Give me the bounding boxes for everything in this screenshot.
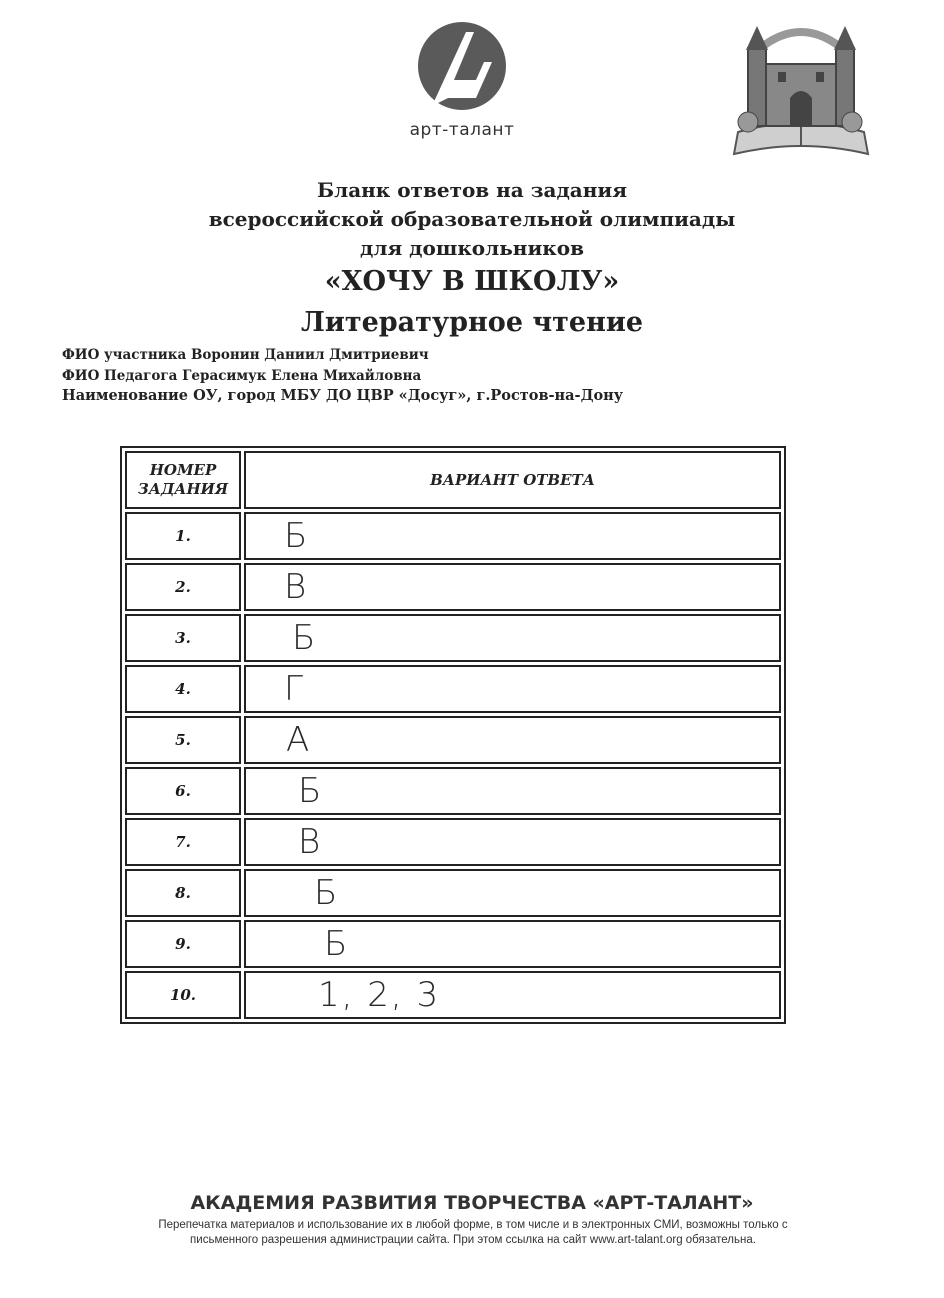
subject-title: Литературное чтение: [300, 307, 644, 338]
footer-line-2: письменного разрешения администрации сайта. При этом ссылка на сайт www.art-talant.org обязательна.: [190, 1234, 756, 1246]
table-row: [125, 665, 781, 713]
answer-cell: [244, 767, 781, 815]
table-row: [125, 512, 781, 560]
handwritten-answer: Б: [284, 516, 310, 556]
participant-name: ФИО участника Воронин Даниил Дмитриевич: [62, 347, 429, 363]
logo-text: арт-талант: [409, 120, 515, 140]
header-task-number: [125, 451, 241, 509]
handwritten-answer: А: [286, 720, 312, 760]
answer-cell: [244, 971, 781, 1019]
handwritten-answer: Б: [314, 873, 340, 913]
answer-cell: [244, 716, 781, 764]
header-line-3: для дошкольников: [360, 236, 584, 260]
task-number: 1.: [125, 512, 241, 560]
answer-table-header: [125, 451, 781, 509]
handwritten-answer: В: [298, 822, 323, 862]
table-row: [125, 614, 781, 662]
handwritten-answer: Б: [324, 924, 350, 964]
art-talant-logo-icon: [414, 18, 510, 114]
header-line-1: Бланк ответов на задания: [317, 178, 627, 202]
handwritten-answer: В: [284, 567, 309, 607]
task-number: 7.: [125, 818, 241, 866]
olympiad-title: «ХОЧУ В ШКОЛУ»: [324, 266, 620, 297]
handwritten-answer: 1, 2, 3: [318, 975, 441, 1015]
header-task-number-line2: ЗАДАНИЯ: [137, 480, 229, 498]
table-row: [125, 920, 781, 968]
table-row: [125, 869, 781, 917]
footer-title: АКАДЕМИЯ РАЗВИТИЯ ТВОРЧЕСТВА «АРТ-ТАЛАНТ»: [190, 1192, 754, 1214]
task-number: 6.: [125, 767, 241, 815]
handwritten-answer: Б: [298, 771, 324, 811]
footer-copyright: [88, 1218, 858, 1248]
task-number: 10.: [125, 971, 241, 1019]
task-number: 4.: [125, 665, 241, 713]
header-answer-variant: ВАРИАНТ ОТВЕТА: [244, 451, 781, 509]
task-number: 8.: [125, 869, 241, 917]
answer-cell: [244, 665, 781, 713]
task-number: 5.: [125, 716, 241, 764]
task-number: 9.: [125, 920, 241, 968]
teacher-name: ФИО Педагога Герасимук Елена Михайловна: [62, 368, 422, 384]
task-number: 2.: [125, 563, 241, 611]
table-row: [125, 818, 781, 866]
handwritten-answer: Г: [284, 669, 305, 709]
task-number: 3.: [125, 614, 241, 662]
table-row: [125, 971, 781, 1019]
answer-cell: [244, 818, 781, 866]
castle-book-illustration: [718, 14, 884, 164]
header-task-number-line1: НОМЕР: [149, 461, 217, 479]
answer-cell: [244, 512, 781, 560]
answer-cell: [244, 869, 781, 917]
school-name: Наименование ОУ, город МБУ ДО ЦВР «Досуг», г.Ростов-на-Дону: [62, 387, 624, 404]
answer-cell: [244, 614, 781, 662]
table-row: [125, 563, 781, 611]
answer-cell: [244, 920, 781, 968]
table-row: [125, 716, 781, 764]
table-row: [125, 767, 781, 815]
header-line-2: всероссийской образовательной олимпиады: [208, 207, 736, 231]
footer-line-1: Перепечатка материалов и использование их в любой форме, в том числе и в электронных СМИ, возможны только с: [158, 1219, 788, 1231]
handwritten-answer: Б: [292, 618, 318, 658]
answer-table: [120, 446, 786, 1024]
answer-cell: [244, 563, 781, 611]
art-talant-logo: [392, 18, 532, 168]
